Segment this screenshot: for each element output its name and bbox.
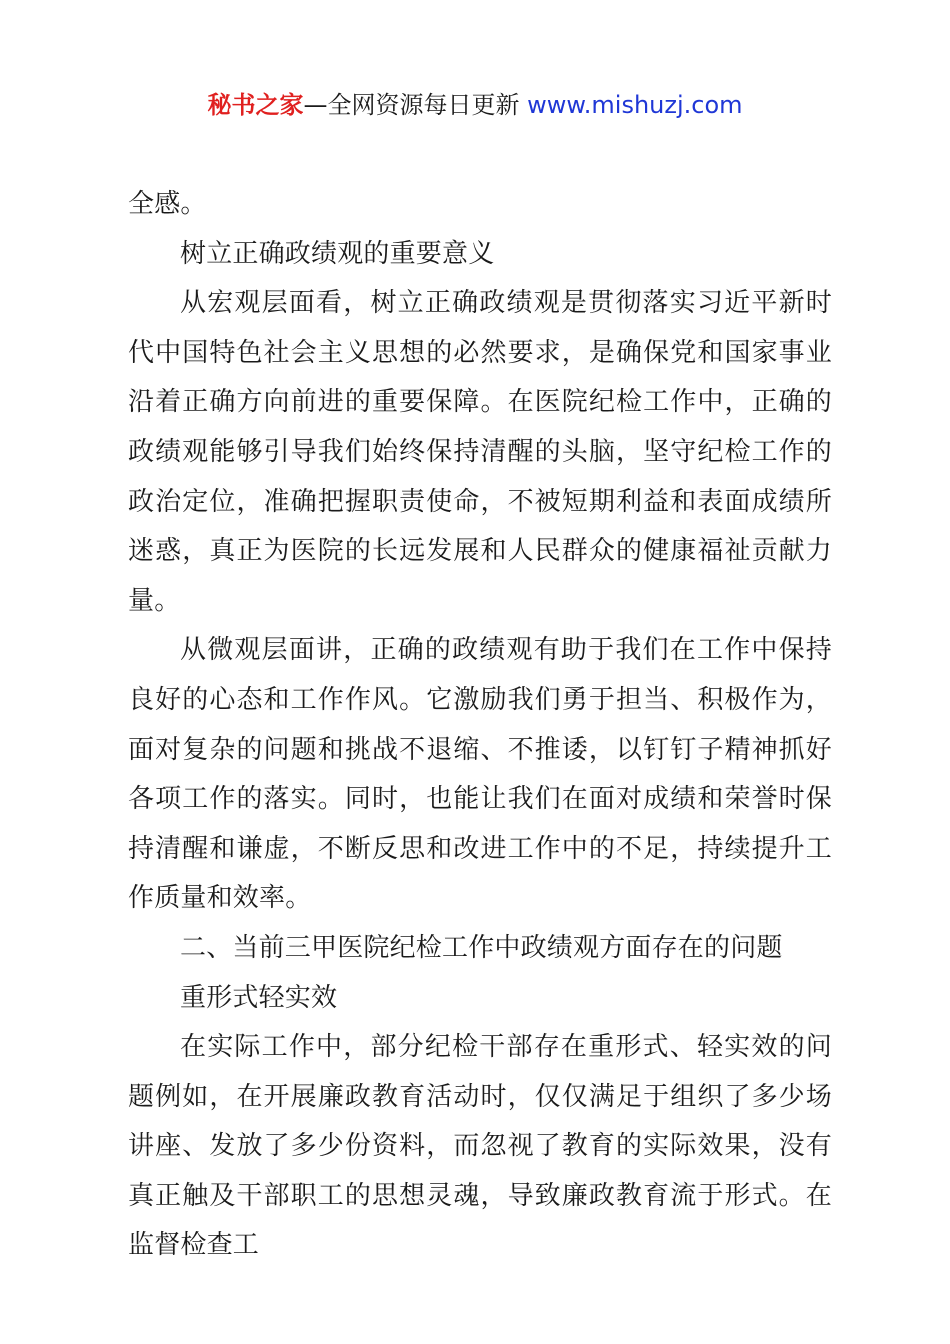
header-tagline: —全网资源每日更新	[303, 91, 528, 119]
page-header	[0, 88, 950, 122]
body-paragraph: 从微观层面讲，正确的政绩观有助于我们在工作中保持良好的心态和工作作风。它激励我们勇于担当、积极作为，面对复杂的问题和挑战不退缩、不推诿，以钉钉子精神抓好各项工作的落实。同时，也能让我们在面对成绩和荣誉时保持清醒和谦虚，不断反思和改进工作中的不足，持续提升工作质量和效率。	[128, 635, 832, 914]
body-paragraph: 从宏观层面看，树立正确政绩观是贯彻落实习近平新时代中国特色社会主义思想的必然要求，是确保党和国家事业沿着正确方向前进的重要保障。在医院纪检工作中，正确的政绩观能够引导我们始终保持清醒的头脑，坚守纪检工作的政治定位，准确把握职责使命，不被短期利益和表面成绩所迷惑，真正为医院的长远发展和人民群众的健康福祉贡献力量。	[128, 288, 832, 616]
chapter-heading: 二、当前三甲医院纪检工作中政绩观方面存在的问题	[180, 932, 783, 963]
section-heading: 重形式轻实效	[180, 982, 338, 1013]
body-paragraph: 在实际工作中，部分纪检干部存在重形式、轻实效的问题例如，在开展廉政教育活动时，仅仅满足于组织了多少场讲座、发放了多少份资料，而忽视了教育的实际效果，没有真正触及干部职工的思想灵魂，导致廉政教育流于形式。在监督检查工	[128, 1032, 832, 1261]
site-url-link[interactable]: www.mishuzj.com	[527, 91, 743, 119]
document-body	[128, 180, 832, 1271]
brand-name: 秘书之家	[207, 91, 304, 119]
paragraph-continuation: 全感。	[128, 189, 207, 219]
section-heading: 树立正确政绩观的重要意义	[180, 238, 495, 269]
